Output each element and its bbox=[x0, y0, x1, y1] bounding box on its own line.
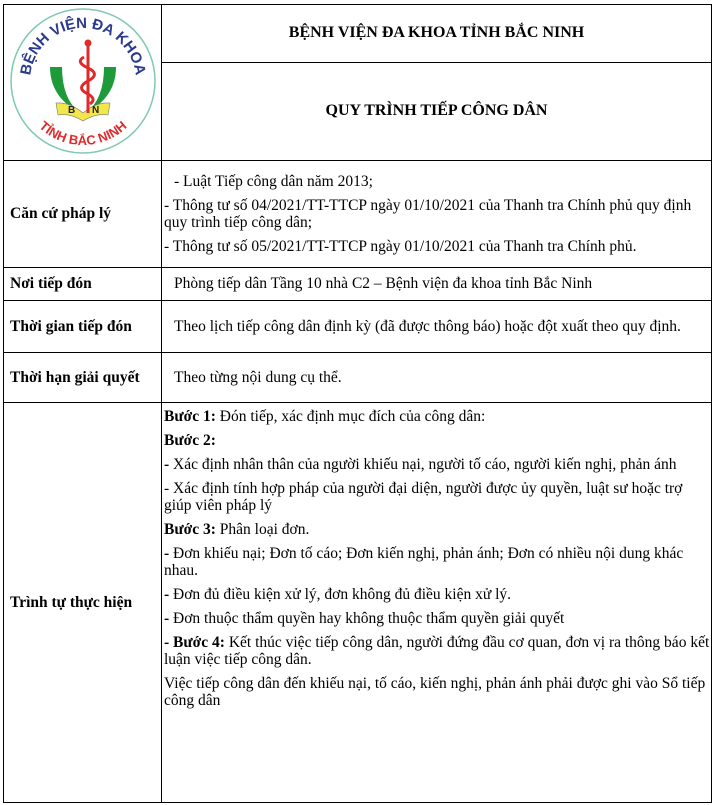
legal-basis-line: - Thông tư số 05/2021/TT-TTCP ngày 01/10/2021 của Thanh tra Chính phủ. bbox=[164, 238, 637, 255]
step-label: Bước 3: bbox=[164, 521, 216, 538]
procedure-step bbox=[164, 610, 711, 627]
procedure-step bbox=[164, 456, 711, 473]
procedure-step bbox=[164, 675, 711, 709]
svg-text:BỆNH VIỆN ĐA KHOA: BỆNH VIỆN ĐA KHOA bbox=[16, 14, 149, 77]
procedure-table bbox=[3, 4, 712, 803]
row-label-location: Nơi tiếp đón bbox=[4, 268, 162, 301]
legal-basis-line: - Thông tư số 04/2021/TT-TTCP ngày 01/10/2021 của Thanh tra Chính phủ quy định quy trình tiếp công dân; bbox=[164, 197, 692, 231]
reception-time-value: Theo lịch tiếp công dân định kỳ (đã được thông báo) hoặc đột xuất theo quy định. bbox=[162, 301, 712, 353]
procedure-step bbox=[164, 634, 711, 668]
procedure-step bbox=[164, 521, 711, 538]
row-label-procedure: Trình tự thực hiện bbox=[4, 403, 162, 803]
step-text: Kết thúc việc tiếp công dân, người đứng đầu cơ quan, đơn vị ra thông báo kết luận việc tiếp công dân. bbox=[164, 634, 710, 668]
logo-cell bbox=[4, 5, 162, 161]
procedure-step bbox=[164, 545, 711, 579]
procedure-step bbox=[164, 586, 711, 603]
step-label: Bước 2: bbox=[164, 432, 216, 449]
step-label: - bbox=[164, 586, 170, 603]
step-text: Đón tiếp, xác định mục đích của công dân: bbox=[215, 408, 486, 425]
resolution-deadline-value: Theo từng nội dung cụ thể. bbox=[162, 353, 712, 403]
step-label: - bbox=[164, 456, 170, 473]
step-text: - Xác định tính hợp pháp của người đại diện, người được ủy quyền, luật sư hoặc trợ giúp viên pháp lý bbox=[164, 480, 683, 514]
step-label: - Bước 4: bbox=[164, 634, 225, 651]
svg-text:B: B bbox=[67, 105, 75, 116]
step-label: - bbox=[164, 610, 170, 627]
step-label: - bbox=[164, 545, 170, 562]
row-label-legal-basis: Căn cứ pháp lý bbox=[4, 161, 162, 268]
step-text: Đơn khiếu nại; Đơn tố cáo; Đơn kiến nghị, phản ánh; Đơn có nhiều nội dung khác nhau. bbox=[164, 545, 684, 579]
step-text: Xác định nhân thân của người khiếu nại, người tố cáo, người kiến nghị, phản ánh bbox=[169, 456, 677, 473]
svg-text:TỈNH BẮC NINH: TỈNH BẮC NINH bbox=[36, 117, 129, 149]
svg-text:N: N bbox=[91, 105, 99, 116]
location-value: Phòng tiếp dân Tầng 10 nhà C2 – Bệnh viện đa khoa tỉnh Bắc Ninh bbox=[162, 268, 712, 301]
procedure-steps bbox=[162, 403, 712, 803]
step-text: Đơn đủ điều kiện xử lý, đơn không đủ điều kiện xử lý. bbox=[169, 586, 512, 603]
step-text: Việc tiếp công dân đến khiếu nại, tố cáo, kiến nghị, phản ánh phải được ghi vào Sổ tiếp công dân bbox=[164, 675, 706, 709]
hospital-name: BỆNH VIỆN ĐA KHOA TỈNH BẮC NINH bbox=[162, 5, 712, 63]
procedure-step bbox=[164, 432, 711, 449]
document-title: QUY TRÌNH TIẾP CÔNG DÂN bbox=[162, 62, 712, 160]
row-label-resolution-deadline: Thời hạn giải quyết bbox=[4, 353, 162, 403]
row-label-reception-time: Thời gian tiếp đón bbox=[4, 301, 162, 353]
step-text: Phân loại đơn. bbox=[215, 521, 310, 538]
hospital-logo bbox=[8, 5, 158, 155]
legal-basis-line: - Luật Tiếp công dân năm 2013; bbox=[174, 173, 373, 190]
procedure-step bbox=[164, 408, 711, 425]
step-text: Đơn thuộc thẩm quyền hay không thuộc thẩm quyền giải quyết bbox=[169, 610, 565, 627]
step-label: Bước 1: bbox=[164, 408, 216, 425]
legal-basis-content bbox=[162, 161, 712, 268]
procedure-step bbox=[164, 480, 711, 514]
